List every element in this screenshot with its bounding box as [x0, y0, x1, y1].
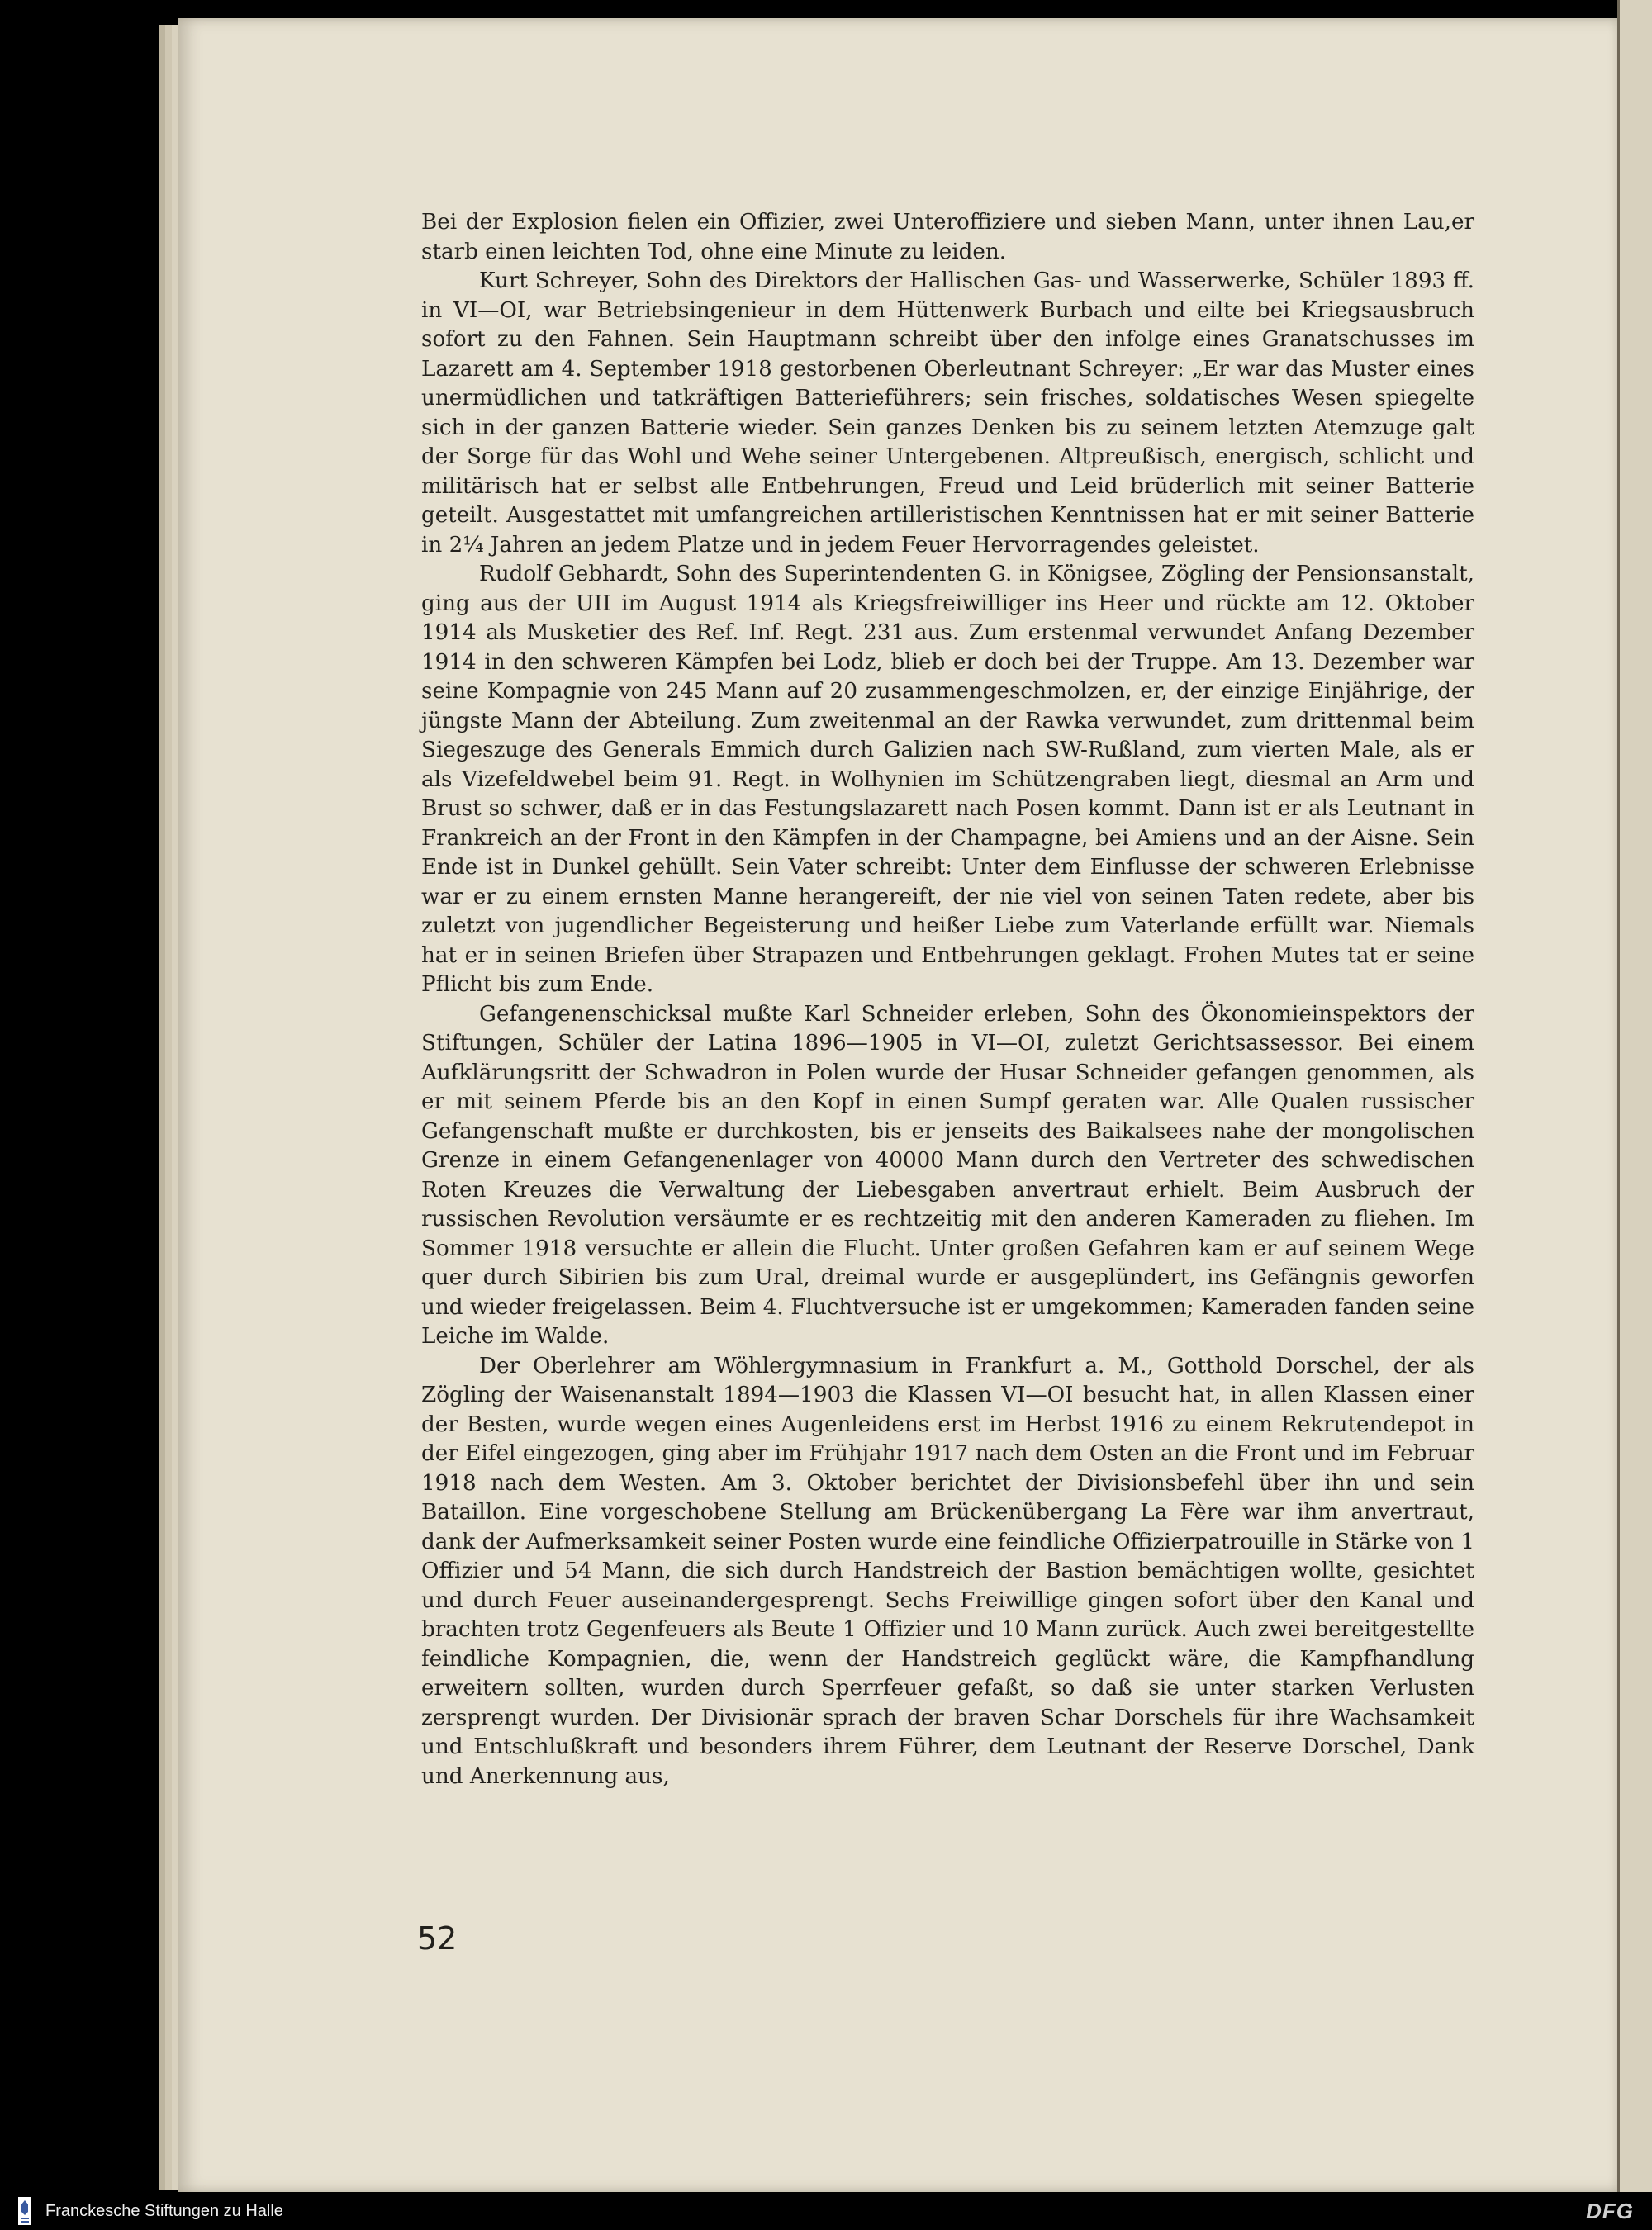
paragraph: Rudolf Gebhardt, Sohn des Superintendenten G. in Königsee, Zögling der Pensionsanstalt, ging aus der UII im August 1914 als Kriegsfreiwilliger ins Heer und rückte am 12. Oktober 1914 als Musketier des Ref. Inf. Regt. 231 aus. Zum erstenmal verwundet Anfang Dezember 1914 in den schweren Kämpfen bei Lodz, blieb er doch bei der Truppe. Am 13. Dezember war seine Kompagnie von 245 Mann auf 20 zusammengeschmolzen, er, der einzige Einjährige, der jüngste Mann der Abteilung. Zum zweitenmal an der Rawka verwundet, zum drittenmal beim Siegeszuge des Generals Emmich durch Galizien nach SW-Rußland, zum vierten Male, als er als Vizefeldwebel beim 91. Regt. in Wolhynien im Schützengraben liegt, diesmal an Arm und Brust so schwer, daß er in das Festungslazarett nach Posen kommt. Dann ist er als Leutnant in Frankreich an der Front in den Kämpfen in der Champagne, bei Amiens und an der Aisne. Sein Ende ist in Dunkel gehüllt. Sein Vater schreibt: Unter dem Einflusse der schweren Erlebnisse war er zu einem ernsten Manne herangereift, der nie viel von seinen Taten redete, aber bis zuletzt von jugendlicher Begeisterung und heißer Liebe zum Vaterlande erfüllt war. Niemals hat er in seinen Briefen über Strapazen und Entbehrungen geklagt. Frohen Mutes tat er seine Pflicht bis zum Ende. — [421, 562, 1474, 997]
next-page-edge — [1617, 0, 1652, 2192]
dfg-logo: DFG — [1586, 2199, 1634, 2223]
paragraph: Kurt Schreyer, Sohn des Direktors der Hallischen Gas- und Wasserwerke, Schüler 1893 ff. in VI—OI, war Betriebsingenieur in dem Hüttenwerk Burbach und eilte bei Kriegsausbruch sofort zu den Fahnen. Sein Hauptmann schreibt über den infolge eines Granatschusses im Lazarett am 4. September 1918 gestorbenen Oberleutnant Schreyer: „Er war das Muster eines unermüdlichen und tatkräftigen Batterieführers; sein frisches, soldatisches Wesen spiegelte sich in der ganzen Batterie wieder. Sein ganzes Denken bis zu seinem letzten Atemzuge galt der Sorge für das Wohl und Wehe seiner Untergebenen. Altpreußisch, energisch, schlicht und militärisch hat er selbst alle Entbehrungen, Freud und Leid brüderlich mit seiner Batterie geteilt. Ausgestattet mit umfangreichen artilleristischen Kenntnissen hat er mit seiner Batterie in 2¼ Jahren an jedem Platze und in jedem Feuer Hervorragendes geleistet. — [421, 268, 1474, 558]
viewer-footer — [0, 2192, 1652, 2230]
paragraph: Der Oberlehrer am Wöhlergymnasium in Frankfurt a. M., Gotthold Dorschel, der als Zögling der Waisenanstalt 1894—1903 die Klassen VI—OI besucht hat, in allen Klassen einer der Besten, wurde wegen eines Augenleidens erst im Herbst 1916 zu einem Rekrutendepot in der Eifel eingezogen, ging aber im Frühjahr 1917 nach dem Osten an die Front und im Februar 1918 nach dem Westen. Am 3. Oktober berichtet der Divisionsbefehl über ihn und sein Bataillon. Eine vorgeschobene Stellung am Brückenübergang La Fère war ihm anvertraut, dank der Aufmerksamkeit seiner Posten wurde eine feindliche Offizierpatrouille in Stärke von 1 Offizier und 54 Mann, die sich durch Handstreich der Bastion bemächtigen wollte, gesichtet und durch Feuer auseinandergesprengt. Sechs Freiwillige gingen sofort über den Kanal und brachten trotz Gegenfeuers als Beute 1 Offizier und 10 Mann zurück. Auch zwei bereitgestellte feindliche Kompagnien, die, wenn der Handstreich geglückt wäre, die Kampfhandlung erweitern sollten, wurden durch Sperrfeuer gefaßt, so daß sie unter starken Verlusten zersprengt wurden. Der Divisionär sprach der braven Schar Dorschels für ihre Wachsamkeit und Entschlußkraft und besonders ihrem Führer, dem Leutnant der Reserve Dorschel, Dank und Anerkennung aus, — [421, 1353, 1474, 1789]
paragraph: Gefangenenschicksal mußte Karl Schneider erleben, Sohn des Ökonomieinspektors der Stiftungen, Schüler der Latina 1896—1905 in VI—OI, zuletzt Gerichtsassessor. Bei einem Aufklärungsritt der Schwadron in Polen wurde der Husar Schneider gefangen genommen, als er mit seinem Pferde bis an den Kopf in einen Sumpf geraten war. Alle Qualen russischer Gefangenschaft mußte er durchkosten, bis er jenseits des Baikalsees nahe der mongolischen Grenze in einem Gefangenenlager von 40000 Mann durch den Vertreter des schwedischen Roten Kreuzes die Verwaltung der Liebesgaben anvertraut erhielt. Beim Ausbruch der russischen Revolution versäumte er es rechtzeitig mit den anderen Kameraden zu fliehen. Im Sommer 1918 versuchte er allein die Flucht. Unter großen Gefahren kam er auf seinem Wege quer durch Sibirien bis zum Ural, dreimal wurde er ausgeplündert, ins Gefängnis geworfen und wieder freigelassen. Beim 4. Fluchtversuche ist er umgekommen; Kameraden fanden seine Leiche im Walde. — [421, 1001, 1474, 1349]
francke-logo-icon — [18, 2197, 31, 2225]
page-body-text — [421, 208, 1474, 1791]
paragraph: Bei der Explosion fielen ein Offizier, zwei Unteroffiziere und sieben Mann, unter ihnen Lau,er starb einen leichten Tod, ohne eine Minute zu leiden. — [421, 210, 1474, 264]
institution-name[interactable]: Franckesche Stiftungen zu Halle — [45, 2202, 283, 2220]
page-number: 52 — [417, 1920, 458, 1957]
